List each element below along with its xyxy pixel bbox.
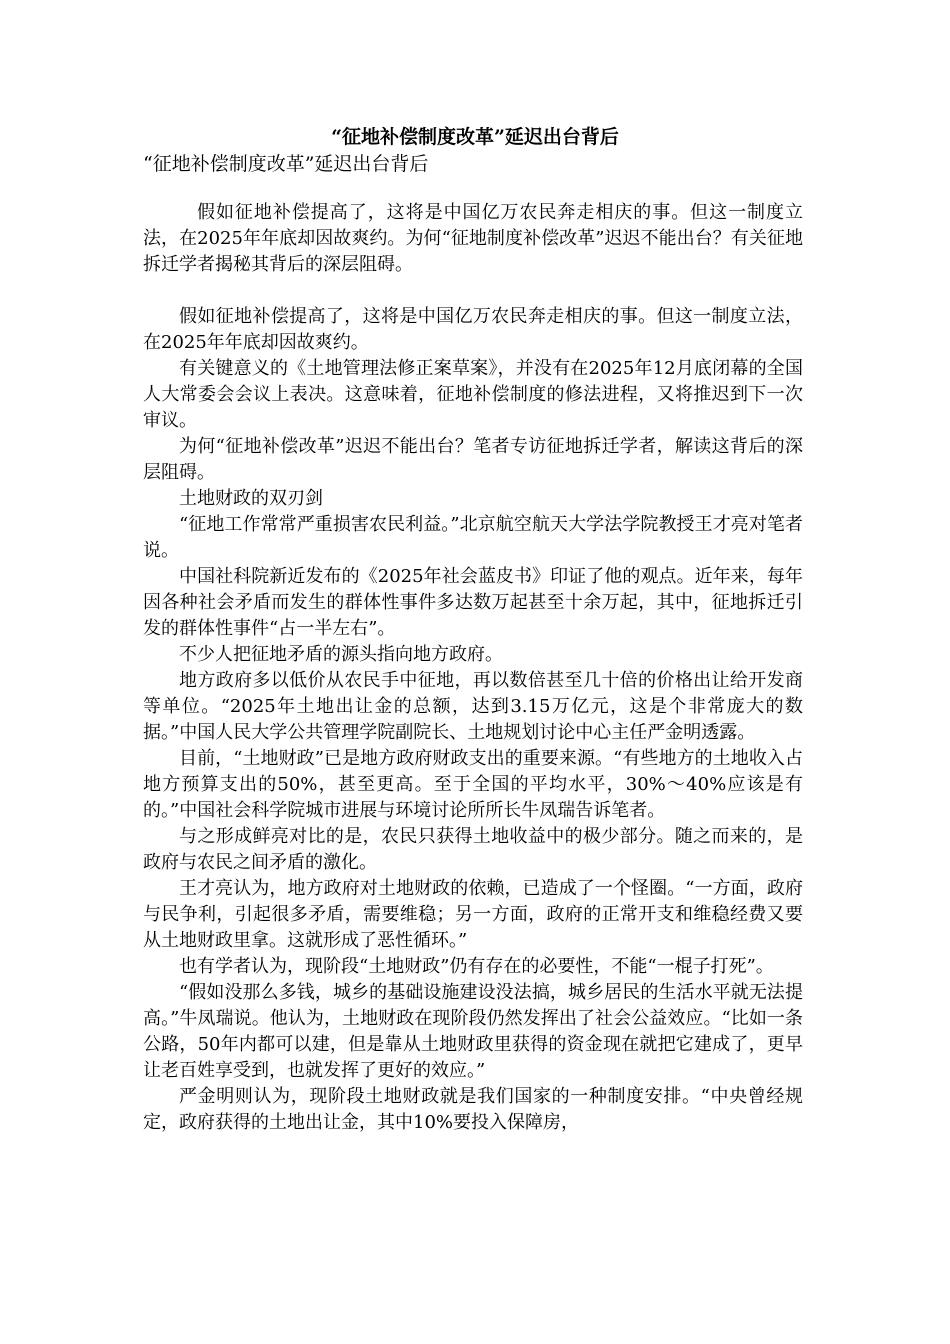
paragraph: 与之形成鲜亮对比的是，农民只获得土地收益中的极少部分。随之而来的，是政府与农民之间矛盾的激化。 xyxy=(143,826,803,873)
document-title: “征地补偿制度改革”延迟出台背后 xyxy=(331,126,619,148)
section-heading: 土地财政的双刃剑 xyxy=(179,488,323,509)
paragraph: “假如没那么多钱，城乡的基础设施建设没法搞，城乡居民的生活水平就无法提高。”牛凤瑞说。他认为，土地财政在现阶段仍然发挥出了社会公益效应。“比如一条公路，50年内都可以建，但是靠从土地财政里获得的资金现在就把它建成了，更早让老百姓享受到，也就发挥了更好的效应。” xyxy=(143,982,803,1081)
paragraph: 严金明则认为，现阶段土地财政就是我们国家的一种制度安排。“中央曾经规定，政府获得的土地出让金，其中10%要投入保障房， xyxy=(143,1086,803,1133)
paragraph: 地方政府多以低价从农民手中征地，再以数倍甚至几十倍的价格出让给开发商等单位。“2025年土地出让金的总额，达到3.15万亿元，这是个非常庞大的数据。”中国人民大学公共管理学院副院长、土地规划讨论中心主任严金明透露。 xyxy=(143,670,803,743)
paragraph: 有关键意义的《土地管理法修正案草案》，并没有在2025年12月底闭幕的全国人大常委会会议上表决。这意味着，征地补偿制度的修法进程，又将推迟到下一次审议。 xyxy=(143,358,803,431)
document-subtitle: “征地补偿制度改革”延迟出台背后 xyxy=(143,153,429,175)
paragraph: “征地工作常常严重损害农民利益。”北京航空航天大学法学院教授王才亮对笔者说。 xyxy=(143,514,803,561)
lead-paragraph: 假如征地补偿提高了，这将是中国亿万农民奔走相庆的事。但这一制度立法，在2025年年底却因故爽约。为何“征地制度补偿改革”迟迟不能出台？有关征地拆迁学者揭秘其背后的深层阻碍。 xyxy=(143,202,803,275)
paragraph: 目前，“土地财政”已是地方政府财政支出的重要来源。“有些地方的土地收入占地方预算支出的50%，甚至更高。至于全国的平均水平，30%～40%应该是有的。”中国社会科学院城市进展与环境讨论所所长牛凤瑞告诉笔者。 xyxy=(143,748,803,821)
paragraph: 假如征地补偿提高了，这将是中国亿万农民奔走相庆的事。但这一制度立法，在2025年年底却因故爽约。 xyxy=(143,306,803,353)
paragraph: 为何“征地补偿改革”迟迟不能出台？笔者专访征地拆迁学者，解读这背后的深层阻碍。 xyxy=(143,436,803,483)
paragraph: 也有学者认为，现阶段“土地财政”仍有存在的必要性，不能“一棍子打死”。 xyxy=(179,956,774,977)
paragraph: 中国社科院新近发布的《2025年社会蓝皮书》印证了他的观点。近年来，每年因各种社会矛盾而发生的群体性事件多达数万起甚至十余万起，其中，征地拆迁引发的群体性事件“占一半左右”。 xyxy=(143,566,803,639)
paragraph: 王才亮认为，地方政府对土地财政的依赖，已造成了一个怪圈。“一方面，政府与民争利，引起很多矛盾，需要维稳；另一方面，政府的正常开支和维稳经费又要从土地财政里拿。这就形成了恶性循环。” xyxy=(143,878,803,951)
article-body xyxy=(143,200,803,1136)
paragraph: 不少人把征地矛盾的源头指向地方政府。 xyxy=(179,644,503,665)
